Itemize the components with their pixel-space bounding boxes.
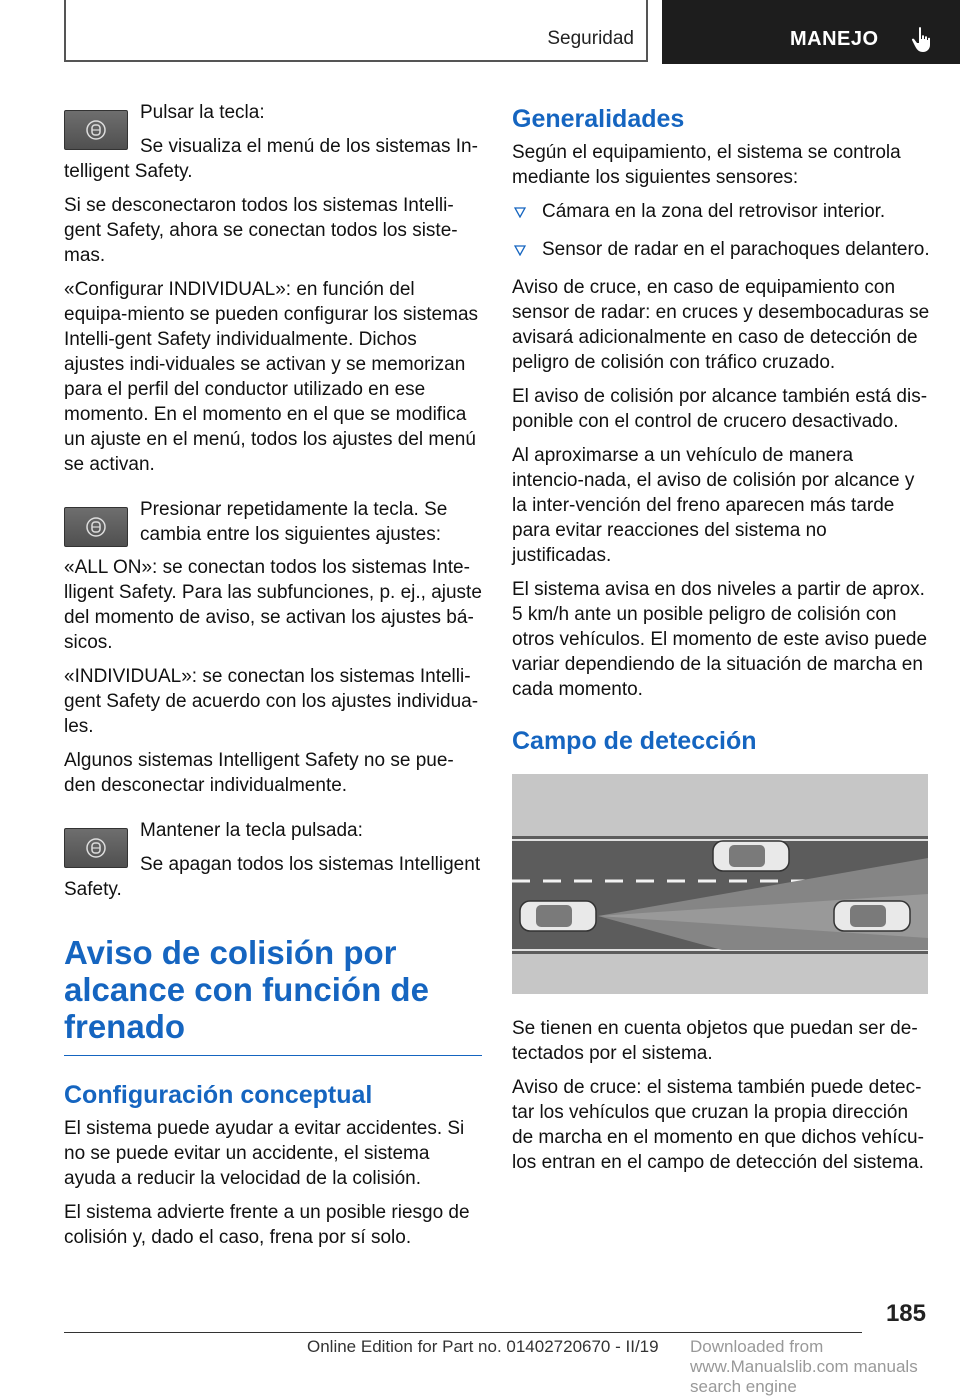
subsection-heading: Campo de detección <box>512 727 757 755</box>
intelligent-safety-button-icon <box>64 507 128 547</box>
left-column <box>64 100 482 1259</box>
section-heading: Aviso de colisión por alcance con función de frenado <box>64 934 482 1056</box>
intelligent-safety-button-icon <box>64 110 128 150</box>
sensor-list <box>512 199 930 262</box>
paragraph: Aviso de cruce: el sistema también puede detec‐tar los vehículos que cruzan la propia dirección de marcha en el momento en que dichos vehícu‐los entran en el campo de detección del sistema. <box>512 1077 924 1173</box>
header-section-box <box>64 0 648 62</box>
bullet-triangle-icon <box>514 245 526 256</box>
subsection-heading: Generalidades <box>512 105 685 133</box>
paragraph: El sistema advierte frente a un posible riesgo de colisión y, dado el caso, frena por sí solo. <box>64 1202 470 1248</box>
list-item-text: Sensor de radar en el parachoques delantero. <box>542 239 930 260</box>
list-item-text: Cámara en la zona del retrovisor interior. <box>542 201 886 222</box>
car-ego <box>520 901 596 931</box>
detection-field-illustration <box>512 774 928 994</box>
paragraph: telligent Safety. <box>64 161 193 182</box>
paragraph: Al aproximarse a un vehículo de manera intencio‐nada, el aviso de colisión por alcance y la inter‐vención del freno aparecen más tarde para evitar reacciones del sistema no justificadas. <box>512 445 915 566</box>
header-section-title: Seguridad <box>547 28 634 49</box>
right-column <box>512 104 930 1184</box>
hand-pointer-icon <box>910 26 934 54</box>
road-diagram <box>512 774 928 994</box>
paragraph: El sistema avisa en dos niveles a partir de aprox. 5 km/h ante un posible peligro de colisión con otros vehículos. El momento de este aviso puede variar dependiendo de la situación de marcha en cada momento. <box>512 579 928 700</box>
paragraph: Pulsar la tecla: <box>140 102 265 123</box>
paragraph: «INDIVIDUAL»: se conectan los sistemas Intelli‐gent Safety de acuerdo con los ajustes individua‐les. <box>64 666 479 737</box>
paragraph: «Configurar INDIVIDUAL»: en función del equipa‐miento se pueden configurar los sistemas Intelli‐gent Safety individualmente. Dichos ajustes indi‐viduales se activan y se memorizan para el perfil del conductor utilizado en ese momento. En el momento en el que se modifica un ajuste en el menú, todos los ajustes del menú se activan. <box>64 279 479 475</box>
paragraph: Si se desconectaron todos los sistemas Intelli‐gent Safety, ahora se conectan todos los siste‐mas. <box>64 195 458 266</box>
paragraph: Según el equipamiento, el sistema se controla mediante los siguientes sensores: <box>512 142 901 188</box>
paragraph: El sistema puede ayudar a evitar accidentes. Si no se puede evitar un accidente, el sistema ayuda a reducir la velocidad de la colisión. <box>64 1118 465 1189</box>
paragraph: Safety. <box>64 879 122 900</box>
paragraph: Presionar repetidamente la tecla. Se cambia entre los siguientes ajustes: <box>140 499 448 545</box>
paragraph: Se tienen en cuenta objetos que puedan ser de‐tectados por el sistema. <box>512 1018 918 1064</box>
bullet-triangle-icon <box>514 207 526 218</box>
paragraph: Se visualiza el menú de los sistemas In‐ <box>140 136 478 157</box>
car-ahead-same-lane <box>834 901 910 931</box>
edition-text: Online Edition for Part no. 01402720670 - II/19 <box>307 1337 659 1356</box>
paragraph: «ALL ON»: se conectan todos los sistemas Inte‐lligent Safety. Para las subfunciones, p. ej., ajuste del momento de aviso, se activan los ajustes bá‐sicos. <box>64 557 482 653</box>
car-ahead-other-lane <box>713 841 789 871</box>
paragraph: El aviso de colisión por alcance también está dis‐ponible con el control de crucero desactivado. <box>512 386 928 432</box>
subsection-heading: Configuración conceptual <box>64 1081 373 1109</box>
intelligent-safety-button-icon <box>64 828 128 868</box>
list-item <box>512 199 930 224</box>
paragraph: Mantener la tecla pulsada: <box>140 820 363 841</box>
paragraph: Algunos sistemas Intelligent Safety no se pue‐den desconectar individualmente. <box>64 750 454 796</box>
key-instruction-3 <box>64 818 482 877</box>
paragraph: Aviso de cruce, en caso de equipamiento con sensor de radar: en cruces y desembocaduras se avisará adicionalmente en caso de detección de peligro de colisión con tráfico cruzado. <box>512 277 930 373</box>
key-instruction-2 <box>64 497 482 555</box>
list-item <box>512 237 930 262</box>
chapter-tab <box>662 0 960 64</box>
key-instruction-1 <box>64 100 482 159</box>
watermark-text: Downloaded from www.Manualslib.com manuals search engine <box>690 1337 918 1396</box>
page-number: 185 <box>885 1300 926 1327</box>
paragraph: Se apagan todos los sistemas Intelligent <box>140 854 481 875</box>
chapter-tab-label: MANEJO <box>790 28 879 50</box>
footer-divider <box>64 1332 862 1333</box>
